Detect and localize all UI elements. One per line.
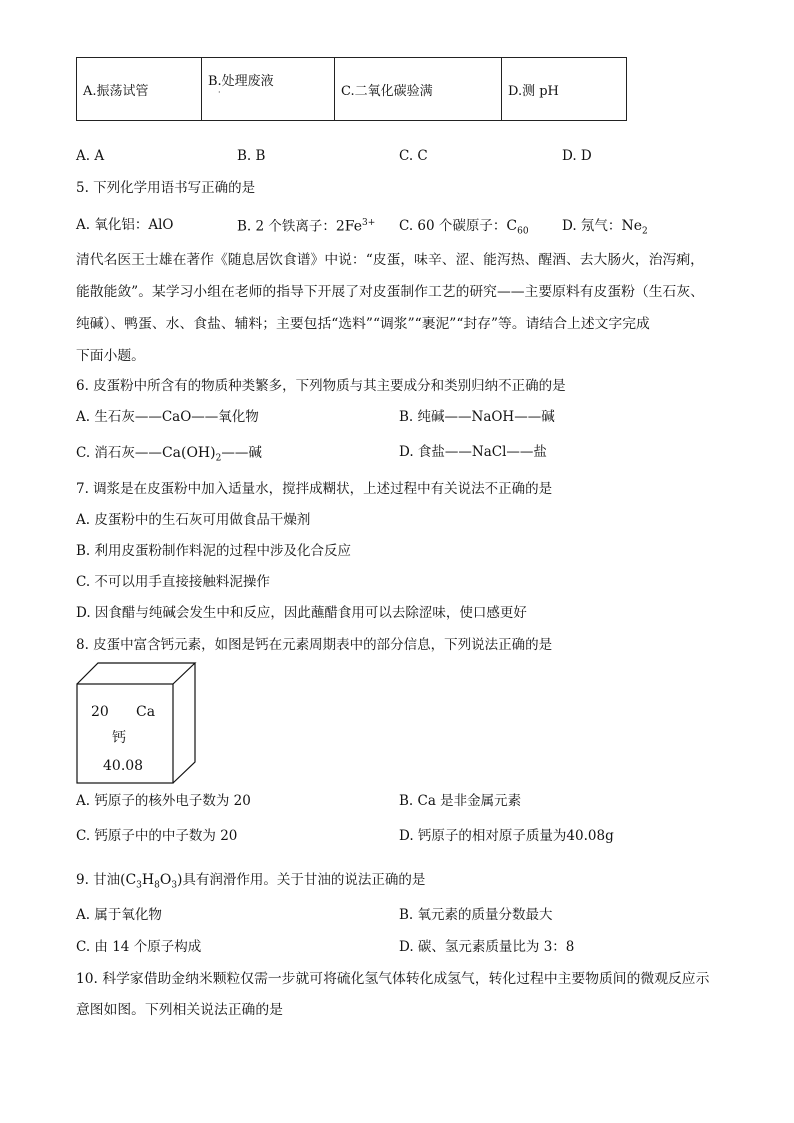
element-atomic-number: 20	[91, 704, 109, 720]
table-cell-b	[202, 58, 335, 121]
q6-c-category: ——碱	[221, 445, 262, 461]
cell-b-label: B.处理废液	[208, 74, 274, 89]
experiment-table	[76, 57, 627, 121]
q9-formula-h: H	[141, 872, 155, 888]
q9-formula-o: O	[159, 872, 172, 888]
q8-option-a: A. 钙原子的核外电子数为 20	[76, 793, 251, 809]
table-cell-d	[502, 58, 627, 121]
q6-option-c	[76, 446, 262, 464]
q9-stem-suffix: )具有润滑作用。关于甘油的说法正确的是	[177, 872, 426, 888]
element-name: 钙	[112, 730, 126, 746]
q6-c-label: C. 消石灰——	[76, 445, 162, 461]
element-atomic-mass: 40.08	[103, 758, 144, 774]
q7-option-c: C. 不可以用手直接接触料泥操作	[76, 574, 270, 590]
q5-b-charge: 3+	[362, 218, 376, 228]
q9-option-b: B. 氧元素的质量分数最大	[399, 907, 553, 923]
q10-stem-line-2: 意图如图。下列相关说法正确的是	[76, 1002, 283, 1018]
passage-line-1: 清代名医王士雄在著作《随息居饮食谱》中说：“皮蛋，味辛、涩、能泻热、醒酒、去大肠火，治泻痢，	[76, 252, 704, 268]
cell-a-label: A.振荡试管	[83, 83, 149, 99]
q6-option-b: B. 纯碱——NaOH——碱	[399, 409, 555, 425]
q9-sub-c: 3	[136, 880, 142, 891]
passage-line-4: 下面小题。	[76, 348, 145, 364]
q7-stem: 7. 调浆是在皮蛋粉中加入适量水，搅拌成糊状，上述过程中有关说法不正确的是	[76, 481, 553, 497]
q7-option-a: A. 皮蛋粉中的生石灰可用做食品干燥剂	[76, 512, 311, 528]
q10-stem-line-1: 10. 科学家借助金纳米颗粒仅需一步就可将硫化氢气体转化成氢气，转化过程中主要物质间的微观反应示	[76, 971, 710, 987]
q5-option-a: A. 氧化铝：AlO	[76, 217, 174, 233]
cell-c-label: C.二氧化碳验满	[341, 83, 433, 99]
q7-option-b: B. 利用皮蛋粉制作料泥的过程中涉及化合反应	[76, 543, 352, 559]
element-symbol: Ca	[136, 704, 156, 720]
q5-c-subscript: 60	[517, 226, 529, 237]
q6-option-d: D. 食盐——NaCl——盐	[399, 444, 547, 460]
q8-option-b: B. Ca 是非金属元素	[399, 793, 522, 809]
q4-option-d: D. D	[562, 148, 592, 164]
q5-d-subscript: 2	[641, 226, 648, 237]
q8-stem: 8. 皮蛋中富含钙元素，如图是钙在元素周期表中的部分信息，下列说法正确的是	[76, 637, 553, 653]
q6-c-formula: Ca(OH)	[161, 445, 216, 461]
q9-stem-prefix: 9. 甘油(	[76, 872, 126, 888]
q9-sub-o: 3	[171, 880, 178, 891]
q5-option-d	[562, 219, 648, 237]
q6-option-a: A. 生石灰——CaO——氧化物	[76, 409, 259, 425]
q4-option-b: B. B	[237, 148, 266, 164]
q6-c-subscript: 2	[215, 453, 222, 464]
table-cell-a	[77, 58, 202, 121]
table-cell-c	[335, 58, 502, 121]
passage-line-2: 能散能敛”。某学习小组在老师的指导下开展了对皮蛋制作工艺的研究——主要原料有皮蛋粉（生石灰、	[76, 284, 704, 300]
q5-b-label: B. 2 个铁离子：	[237, 218, 336, 235]
cell-d-label: D.测 pH	[508, 83, 559, 99]
q5-c-formula: C	[506, 218, 518, 234]
q9-formula-c: C	[125, 872, 137, 888]
q7-option-d: D. 因食醋与纯碱会发生中和反应，因此蘸醋食用可以去除涩味，使口感更好	[76, 605, 527, 621]
q5-d-label: D. 氖气：	[562, 218, 622, 234]
q9-option-a: A. 属于氧化物	[76, 907, 162, 923]
q5-option-b	[237, 219, 375, 234]
q5-stem: 5. 下列化学用语书写正确的是	[76, 180, 256, 196]
q4-option-a: A. A	[76, 148, 105, 164]
q4-option-c: C. C	[399, 148, 428, 164]
q8-option-d: D. 钙原子的相对原子质量为40.08g	[399, 828, 614, 844]
q8-option-c: C. 钙原子中的中子数为 20	[76, 828, 238, 844]
q5-c-label: C. 60 个碳原子：	[399, 218, 507, 234]
q9-option-c: C. 由 14 个原子构成	[76, 939, 202, 955]
q9-option-d: D. 碳、氢元素质量比为 3：8	[399, 939, 575, 955]
q5-d-formula: Ne	[621, 218, 642, 234]
cell-b-dot: ·	[218, 88, 221, 97]
q5-option-c	[399, 219, 529, 237]
q6-stem: 6. 皮蛋粉中所含有的物质种类繁多，下列物质与其主要成分和类别归纳不正确的是	[76, 378, 566, 394]
q5-b-formula: 2Fe	[335, 218, 363, 235]
q9-sub-h: 8	[154, 880, 160, 891]
passage-line-3: 纯碱）、鸭蛋、水、食盐、辅料；主要包括“选料”“调浆”“裹泥”“封存”等。请结合上述文字完成	[76, 316, 650, 332]
q9-stem	[76, 873, 425, 891]
